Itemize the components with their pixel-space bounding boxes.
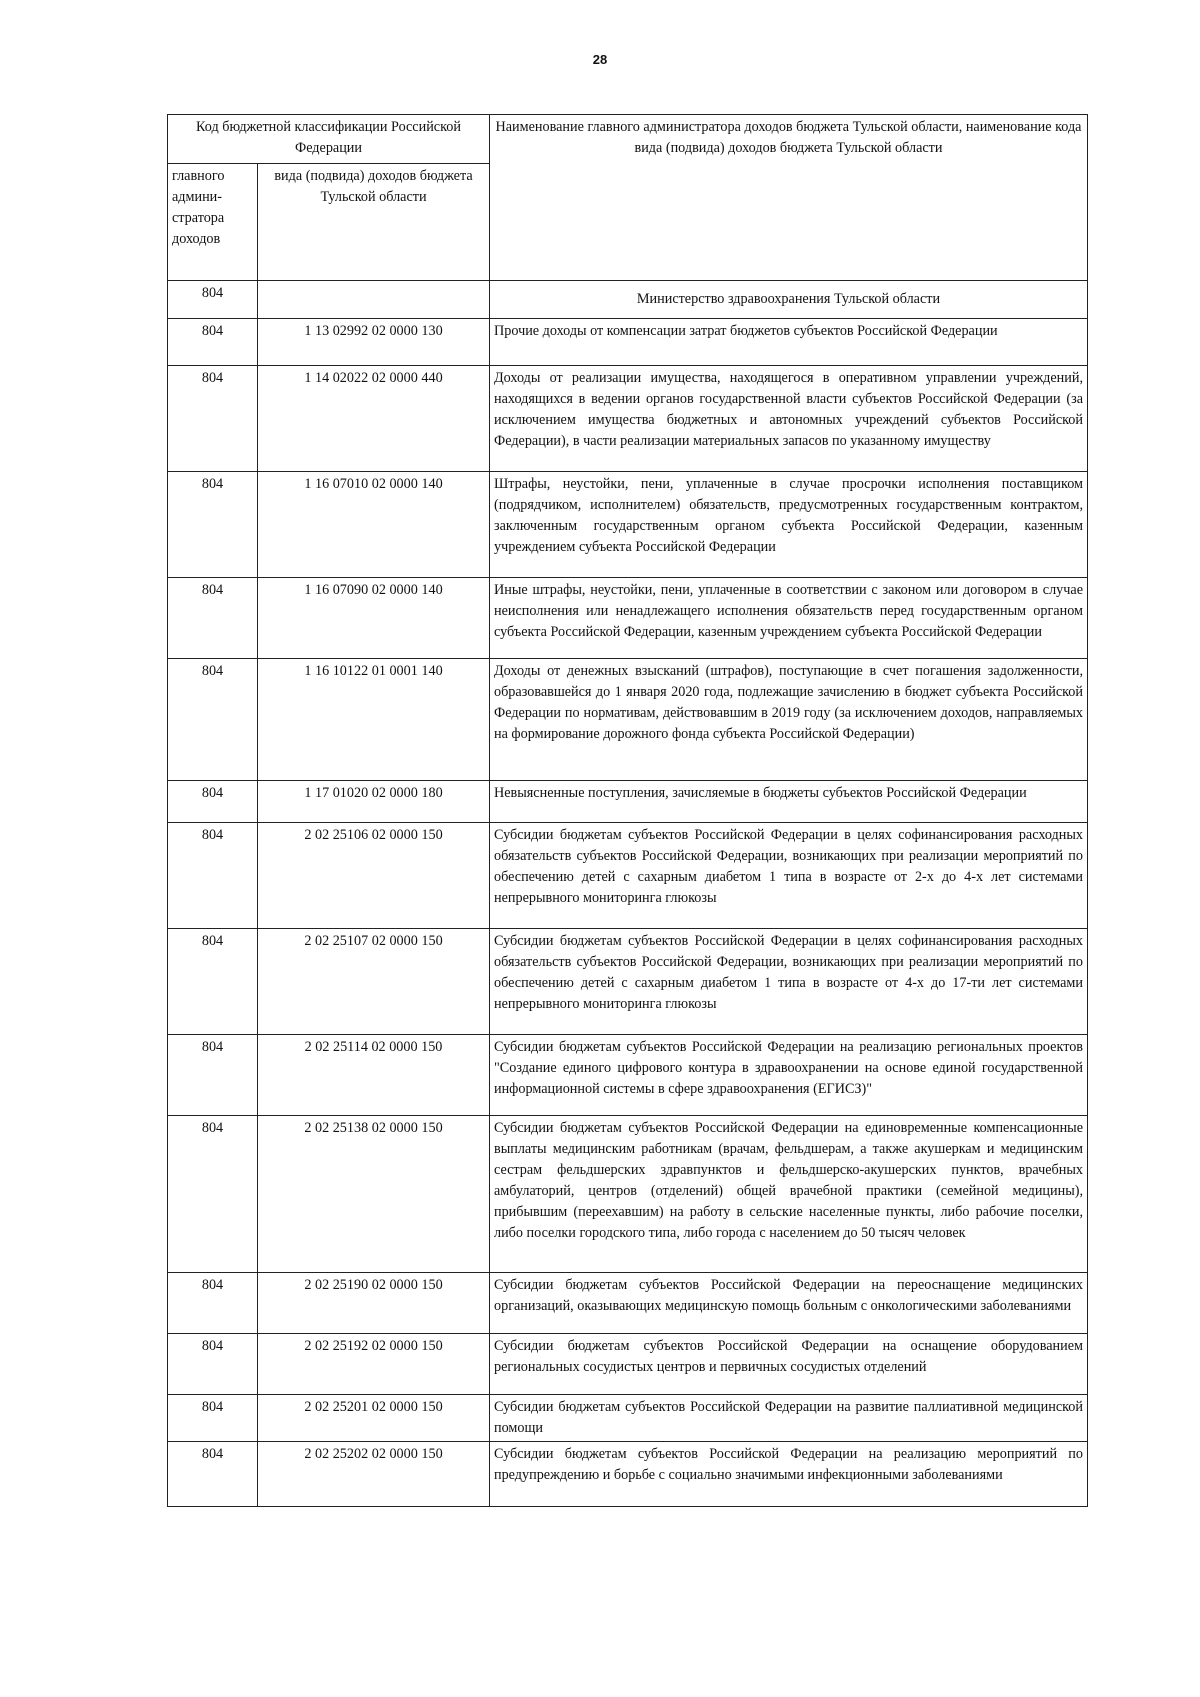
budget-classification-table bbox=[167, 114, 1088, 1507]
income-code-cell bbox=[258, 281, 490, 319]
income-name-cell: Доходы от денежных взысканий (штрафов), поступающие в счет погашения задолженности, образовавшейся до 1 января 2020 года, подлежащие зачислению в бюджет субъекта Российской Федерации по нормативам, действовавшим в 2019 году (за исключением доходов, направляемых на формирование дорожного фонда субъекта Российской Федерации) bbox=[490, 659, 1088, 781]
income-name-cell: Субсидии бюджетам субъектов Российской Федерации в целях софинансирования расходных обязательств субъектов Российской Федерации, возникающих при реализации мероприятий по обеспечению детей с сахарным диабетом 1 типа в возрасте от 4-х до 17-ти лет системами непрерывного мониторинга глюкозы bbox=[490, 929, 1088, 1035]
income-name-cell: Прочие доходы от компенсации затрат бюджетов субъектов Российской Федерации bbox=[490, 319, 1088, 366]
income-name-cell: Субсидии бюджетам субъектов Российской Федерации на переоснащение медицинских организаций, оказывающих медицинскую помощь больным с онкологическими заболеваниями bbox=[490, 1273, 1088, 1334]
admin-code-cell: 804 bbox=[168, 1116, 258, 1273]
header-kbk: Код бюджетной классификации Российской Федерации bbox=[168, 115, 490, 164]
income-code-cell: 1 13 02992 02 0000 130 bbox=[258, 319, 490, 366]
page-number: 28 bbox=[592, 52, 608, 67]
table-row bbox=[168, 1442, 1088, 1507]
admin-code-cell: 804 bbox=[168, 659, 258, 781]
income-code-cell: 2 02 25201 02 0000 150 bbox=[258, 1395, 490, 1442]
admin-code-cell: 804 bbox=[168, 929, 258, 1035]
admin-code-cell: 804 bbox=[168, 366, 258, 472]
income-name-cell: Субсидии бюджетам субъектов Российской Федерации на реализацию мероприятий по предупреждению и борьбе с социально значимыми инфекционными заболеваниями bbox=[490, 1442, 1088, 1507]
table-row bbox=[168, 319, 1088, 366]
income-code-cell: 2 02 25192 02 0000 150 bbox=[258, 1334, 490, 1395]
income-code-cell: 2 02 25202 02 0000 150 bbox=[258, 1442, 490, 1507]
table-row bbox=[168, 1035, 1088, 1116]
header-name: Наименование главного администратора доходов бюджета Тульской области, наименование кода вида (подвида) доходов бюджета Тульской области bbox=[490, 115, 1088, 281]
table-row bbox=[168, 366, 1088, 472]
admin-code-cell: 804 bbox=[168, 319, 258, 366]
income-code-cell: 1 16 07090 02 0000 140 bbox=[258, 578, 490, 659]
income-name-cell: Субсидии бюджетам субъектов Российской Федерации на реализацию региональных проектов "Создание единого цифрового контура в здравоохранении на основе единой государственной информационной системы в сфере здравоохранения (ЕГИСЗ)" bbox=[490, 1035, 1088, 1116]
table-row bbox=[168, 659, 1088, 781]
income-name-cell: Субсидии бюджетам субъектов Российской Федерации на развитие паллиативной медицинской помощи bbox=[490, 1395, 1088, 1442]
income-code-cell: 2 02 25107 02 0000 150 bbox=[258, 929, 490, 1035]
income-name-cell: Министерство здравоохранения Тульской области bbox=[490, 281, 1088, 319]
income-name-cell: Доходы от реализации имущества, находящегося в оперативном управлении учреждений, находящихся в ведении органов государственной власти субъектов Российской Федерации (за исключением имущества бюджетных и автономных учреждений субъектов Российской Федерации), в части реализации материальных запасов по указанному имуществу bbox=[490, 366, 1088, 472]
admin-code-cell: 804 bbox=[168, 578, 258, 659]
income-name-cell: Субсидии бюджетам субъектов Российской Федерации на единовременные компенсационные выплаты медицинским работникам (врачам, фельдшерам, а также акушеркам и медицинским сестрам фельдшерских здравпунктов и фельдшерско-акушерских пунктов, врачебных амбулаторий, центров (отделений) общей врачебной практики (семейной медицины), прибывшим (переехавшим) на работу в сельские населенные пункты, либо рабочие поселки, либо поселки городского типа, либо города с населением до 50 тысяч человек bbox=[490, 1116, 1088, 1273]
income-code-cell: 2 02 25138 02 0000 150 bbox=[258, 1116, 490, 1273]
admin-code-cell: 804 bbox=[168, 281, 258, 319]
table-row bbox=[168, 1116, 1088, 1273]
income-code-cell: 1 16 07010 02 0000 140 bbox=[258, 472, 490, 578]
income-name-cell: Иные штрафы, неустойки, пени, уплаченные в соответствии с законом или договором в случае неисполнения или ненадлежащего исполнения обязательств перед государственным органом субъекта Российской Федерации, казенным учреждением субъекта Российской Федерации bbox=[490, 578, 1088, 659]
table-row bbox=[168, 929, 1088, 1035]
table-row bbox=[168, 578, 1088, 659]
income-code-cell: 1 14 02022 02 0000 440 bbox=[258, 366, 490, 472]
admin-code-cell: 804 bbox=[168, 1395, 258, 1442]
income-name-cell: Штрафы, неустойки, пени, уплаченные в случае просрочки исполнения поставщиком (подрядчиком, исполнителем) обязательств, предусмотренных государственным контрактом, заключенным государственным органом субъекта Российской Федерации, казенным учреждением субъекта Российской Федерации bbox=[490, 472, 1088, 578]
admin-code-cell: 804 bbox=[168, 1442, 258, 1507]
table-row bbox=[168, 1334, 1088, 1395]
table-row bbox=[168, 823, 1088, 929]
income-name-cell: Невыясненные поступления, зачисляемые в бюджеты субъектов Российской Федерации bbox=[490, 781, 1088, 823]
table-row bbox=[168, 472, 1088, 578]
income-name-cell: Субсидии бюджетам субъектов Российской Федерации в целях софинансирования расходных обязательств субъектов Российской Федерации, возникающих при реализации мероприятий по обеспечению детей с сахарным диабетом 1 типа в возрасте от 2-х до 4-х лет системами непрерывного мониторинга глюкозы bbox=[490, 823, 1088, 929]
admin-code-cell: 804 bbox=[168, 823, 258, 929]
table-row bbox=[168, 1273, 1088, 1334]
admin-code-cell: 804 bbox=[168, 472, 258, 578]
income-code-cell: 2 02 25114 02 0000 150 bbox=[258, 1035, 490, 1116]
header-admin: главного админи-стратора доходов bbox=[168, 164, 258, 281]
admin-code-cell: 804 bbox=[168, 1035, 258, 1116]
table-row bbox=[168, 1395, 1088, 1442]
admin-code-cell: 804 bbox=[168, 781, 258, 823]
table-row bbox=[168, 781, 1088, 823]
income-code-cell: 2 02 25190 02 0000 150 bbox=[258, 1273, 490, 1334]
income-name-cell: Субсидии бюджетам субъектов Российской Федерации на оснащение оборудованием региональных сосудистых центров и первичных сосудистых отделений bbox=[490, 1334, 1088, 1395]
admin-code-cell: 804 bbox=[168, 1334, 258, 1395]
income-code-cell: 1 16 10122 01 0001 140 bbox=[258, 659, 490, 781]
table-row bbox=[168, 281, 1088, 319]
table-body bbox=[168, 281, 1088, 1507]
header-code: вида (подвида) доходов бюджета Тульской области bbox=[258, 164, 490, 281]
income-code-cell: 2 02 25106 02 0000 150 bbox=[258, 823, 490, 929]
income-code-cell: 1 17 01020 02 0000 180 bbox=[258, 781, 490, 823]
admin-code-cell: 804 bbox=[168, 1273, 258, 1334]
